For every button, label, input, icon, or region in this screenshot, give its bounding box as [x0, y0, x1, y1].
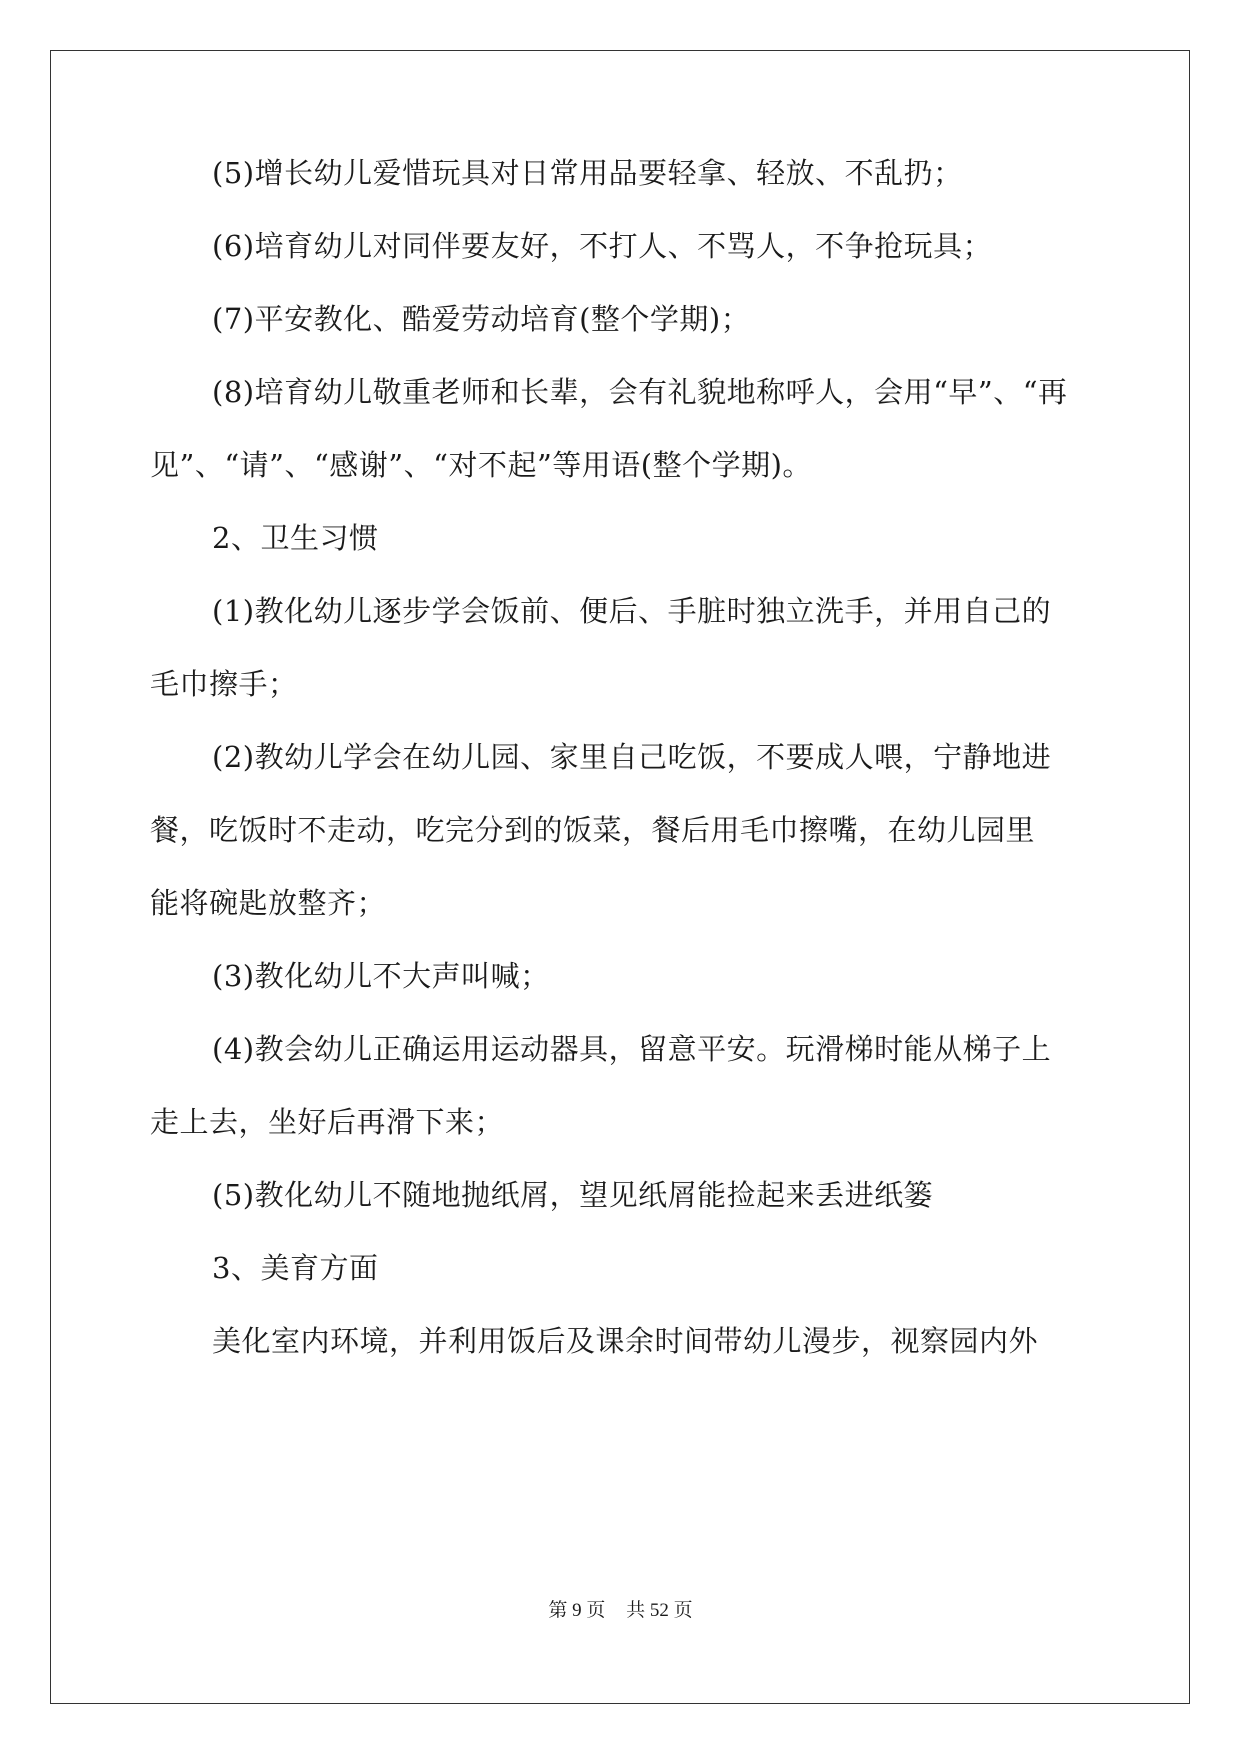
text-line: 毛巾擦手；	[150, 667, 298, 701]
text-line: 见”、“请”、“感谢”、“对不起”等用语(整个学期)。	[150, 448, 812, 482]
text-line: 餐，吃饭时不走动，吃完分到的饭菜，餐后用毛巾擦嘴，在幼儿园里	[150, 813, 1036, 847]
text-line: 能将碗匙放整齐；	[150, 886, 387, 920]
text-line: (1)教化幼儿逐步学会饭前、便后、手脏时独立洗手，并用自己的	[212, 594, 1052, 628]
text-line: (6)培育幼儿对同伴要友好，不打人、不骂人，不争抢玩具；	[212, 229, 993, 263]
text-line: (4)教会幼儿正确运用运动器具，留意平安。玩滑梯时能从梯子上	[212, 1032, 1052, 1066]
section-heading: 3、美育方面	[212, 1251, 379, 1285]
text-line: 走上去，坐好后再滑下来；	[150, 1105, 505, 1139]
text-line: 美化室内环境，并利用饭后及课余时间带幼儿漫步，视察园内外	[212, 1324, 1039, 1358]
text-line: (7)平安教化、酷爱劳动培育(整个学期)；	[212, 302, 751, 336]
text-line: (2)教幼儿学会在幼儿园、家里自己吃饭，不要成人喂，宁静地进	[212, 740, 1052, 774]
page-number: 第 9 页	[548, 1600, 606, 1621]
text-line: (8)培育幼儿敬重老师和长辈，会有礼貌地称呼人，会用“早”、“再	[212, 375, 1068, 409]
page-total: 共 52 页	[626, 1600, 693, 1621]
text-line: (5)教化幼儿不随地抛纸屑，望见纸屑能捡起来丢进纸篓	[212, 1178, 934, 1212]
page-footer	[0, 1595, 1241, 1622]
section-heading: 2、卫生习惯	[212, 521, 379, 555]
text-line: (3)教化幼儿不大声叫喊；	[212, 959, 550, 993]
text-line: (5)增长幼儿爱惜玩具对日常用品要轻拿、轻放、不乱扔；	[212, 156, 963, 190]
